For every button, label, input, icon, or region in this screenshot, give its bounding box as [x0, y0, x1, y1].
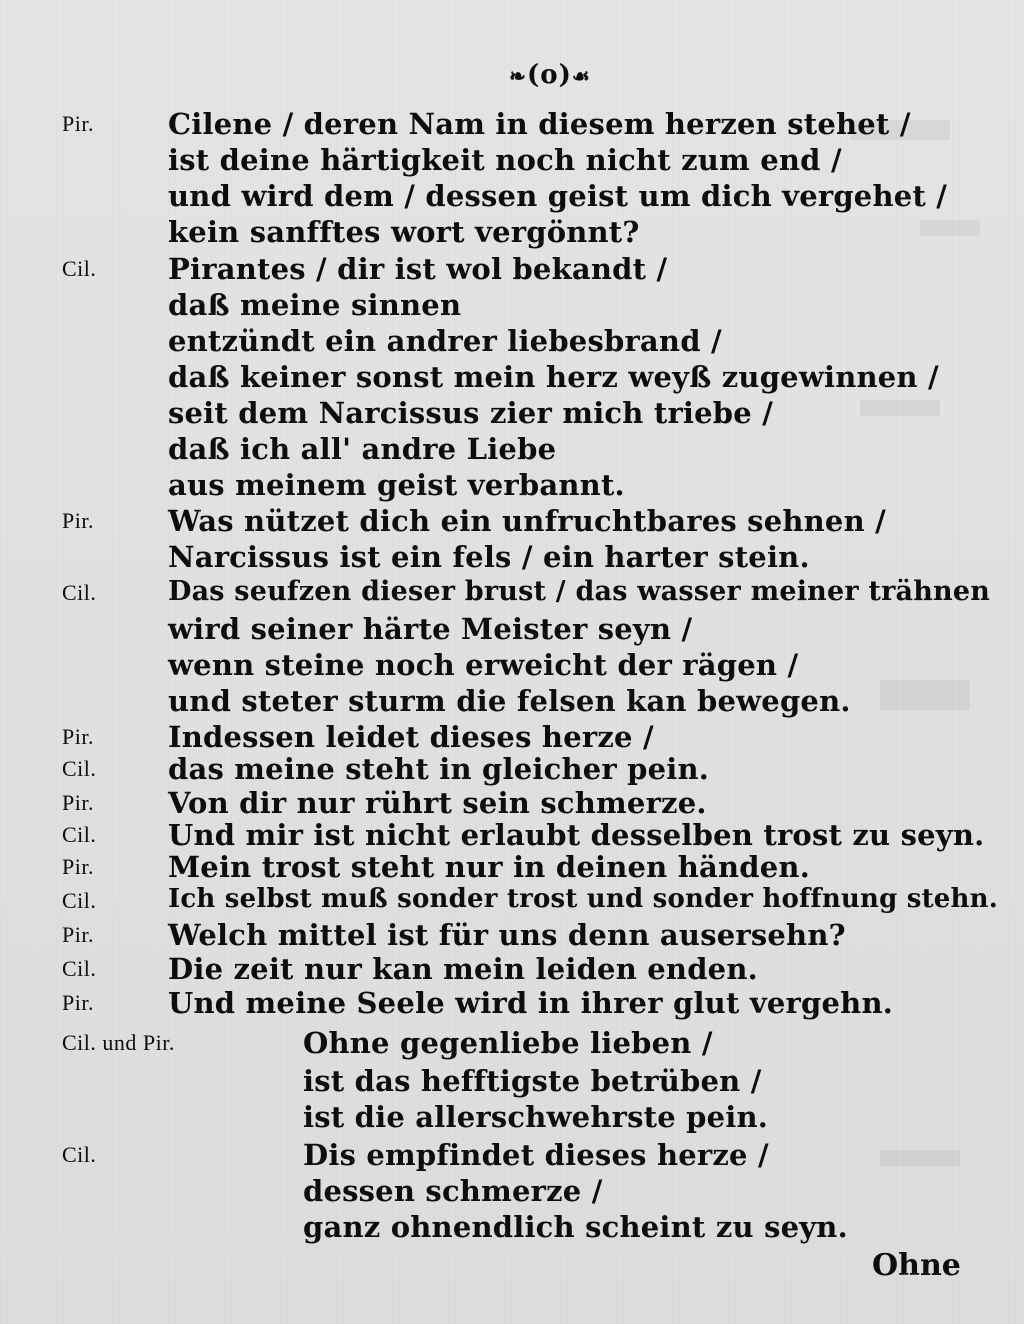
dialogue-line: [0, 884, 1024, 918]
dialogue-line: [0, 1210, 1024, 1244]
dialogue-line: [0, 684, 1024, 718]
dialogue-line: [0, 107, 1024, 141]
dialogue-line: [0, 143, 1024, 177]
speaker-label: Pir.: [62, 790, 94, 815]
dialogue-line: [0, 215, 1024, 249]
verse-text: Die zeit nur kan mein leiden enden.: [168, 952, 758, 986]
dialogue-line: [0, 952, 1024, 986]
dialogue-line: [0, 786, 1024, 820]
dialogue-line: [0, 288, 1024, 322]
dialogue-line: [0, 1026, 1024, 1060]
verse-text: Pirantes / dir ist wol bekandt /: [168, 252, 668, 286]
verse-text: Von dir nur rührt sein schmerze.: [168, 786, 707, 820]
verse-text: daß meine sinnen: [168, 288, 462, 322]
verse-text: Was nützet dich ein unfruchtbares sehnen /: [168, 504, 886, 538]
dialogue-line: [0, 432, 1024, 466]
dialogue-line: [0, 612, 1024, 646]
dialogue-line: [0, 468, 1024, 502]
verse-text: dessen schmerze /: [303, 1174, 603, 1208]
dialogue-line: [0, 324, 1024, 358]
page-header-text: (o): [526, 60, 572, 90]
verse-text: Indessen leidet dieses herze /: [168, 720, 654, 754]
verse-text: daß keiner sonst mein herz weyß zugewinnen /: [168, 360, 939, 394]
page-header: [480, 60, 620, 90]
verse-text: daß ich all' andre Liebe: [168, 432, 557, 466]
dialogue-line: [0, 252, 1024, 286]
verse-text: aus meinem geist verbannt.: [168, 468, 625, 502]
header-ornament-right-icon: ☙: [571, 64, 591, 88]
dialogue-line: [0, 818, 1024, 852]
dialogue-line: [0, 1138, 1024, 1172]
verse-text: das meine steht in gleicher pein.: [168, 752, 710, 786]
verse-text: ist das hefftigste betrüben /: [303, 1064, 762, 1098]
speaker-label: Pir.: [62, 724, 94, 749]
verse-text: und wird dem / dessen geist um dich vergehet /: [168, 179, 948, 213]
verse-text: Welch mittel ist für uns denn ausersehn?: [168, 918, 846, 952]
speaker-label: Pir.: [62, 990, 94, 1015]
verse-text: Mein trost steht nur in deinen händen.: [168, 850, 811, 884]
verse-text: Cilene / deren Nam in diesem herzen stehet /: [168, 107, 911, 141]
verse-text: Dis empfindet dieses herze /: [303, 1138, 769, 1172]
header-ornament-left-icon: ❧: [509, 64, 527, 88]
verse-text: und steter sturm die felsen kan bewegen.: [168, 684, 851, 718]
speaker-label: Cil. und Pir.: [62, 1030, 175, 1055]
dialogue-line: [0, 360, 1024, 394]
dialogue-line: [0, 504, 1024, 538]
dialogue-line: [0, 396, 1024, 430]
verse-text: Ich selbst muß sonder trost und sonder hoffnung stehn.: [168, 884, 999, 914]
speaker-label: Pir.: [62, 111, 94, 136]
verse-text: Ohne gegenliebe lieben /: [303, 1026, 713, 1060]
dialogue-line: [0, 918, 1024, 952]
speaker-label: Cil.: [62, 1142, 97, 1167]
verse-text: wenn steine noch erweicht der rägen /: [168, 648, 799, 682]
verse-text: ist die allerschwehrste pein.: [303, 1100, 769, 1134]
dialogue-line: [0, 179, 1024, 213]
speaker-label: Cil.: [62, 580, 97, 605]
dialogue-line: [0, 720, 1024, 754]
dialogue-line: [0, 1100, 1024, 1134]
verse-text: wird seiner härte Meister seyn /: [168, 612, 693, 646]
dialogue-line: [0, 1064, 1024, 1098]
speaker-label: Pir.: [62, 854, 94, 879]
verse-text: Das seufzen dieser brust / das wasser meiner trähnen: [168, 576, 991, 607]
verse-text: Und meine Seele wird in ihrer glut vergehn.: [168, 986, 894, 1020]
dialogue-line: [0, 850, 1024, 884]
verse-text: ganz ohnendlich scheint zu seyn.: [303, 1210, 848, 1244]
speaker-label: Cil.: [62, 756, 97, 781]
speaker-label: Pir.: [62, 922, 94, 947]
verse-text: kein sanfftes wort vergönnt?: [168, 215, 640, 249]
speaker-label: Cil.: [62, 822, 97, 847]
dialogue-line: [0, 1174, 1024, 1208]
speaker-label: Cil.: [62, 256, 97, 281]
dialogue-line: [0, 752, 1024, 786]
verse-text: ist deine härtigkeit noch nicht zum end /: [168, 143, 842, 177]
dialogue-line: [0, 986, 1024, 1020]
verse-text: Narcissus ist ein fels / ein harter stein.: [168, 540, 810, 574]
speaker-label: Cil.: [62, 956, 97, 981]
dialogue-line: [0, 540, 1024, 574]
verse-text: seit dem Narcissus zier mich triebe /: [168, 396, 774, 430]
catchword: Ohne: [872, 1248, 961, 1283]
dialogue-line: [0, 576, 1024, 610]
verse-text: entzündt ein andrer liebesbrand /: [168, 324, 722, 358]
verse-text: Und mir ist nicht erlaubt desselben trost zu seyn.: [168, 818, 985, 852]
speaker-label: Pir.: [62, 508, 94, 533]
speaker-label: Cil.: [62, 888, 97, 913]
dialogue-line: [0, 648, 1024, 682]
